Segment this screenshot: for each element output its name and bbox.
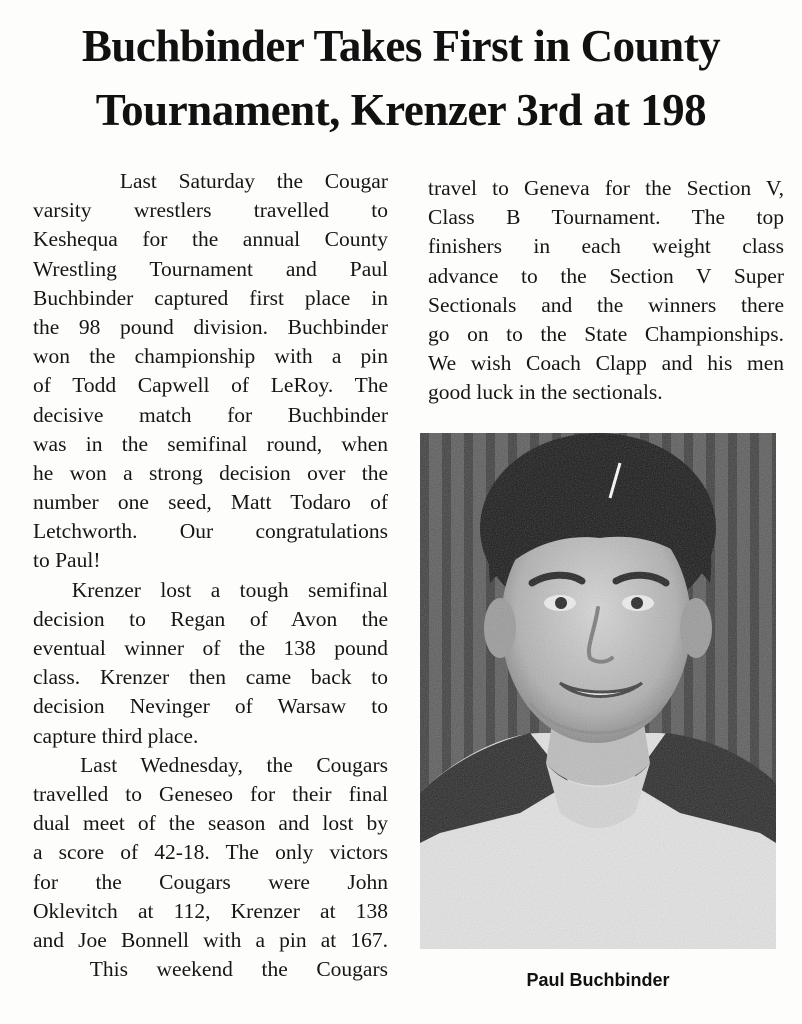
article-text-line: the 98 pound division. Buchbinder bbox=[33, 314, 388, 339]
article-text-line: go on to the State Championships. bbox=[428, 321, 784, 346]
article-text-line: Last Wednesday, the Cougars bbox=[33, 752, 388, 777]
article-text-line: to Paul! bbox=[33, 548, 101, 573]
article-text-line: eventual winner of the 138 pound bbox=[33, 636, 388, 660]
article-text-line: he won a strong decision over the bbox=[33, 460, 388, 485]
headline-line-2: Tournament, Krenzer 3rd at 198 bbox=[95, 85, 707, 135]
article-text-line: Keshequa for the annual County bbox=[33, 227, 388, 252]
article-text-line: for the Cougars were John bbox=[33, 869, 388, 894]
article-text-line: won the championship with a pin bbox=[33, 344, 388, 369]
article-text-line: Sectionals and the winners there bbox=[428, 292, 784, 317]
article-text-line: and Joe Bonnell with a pin at 167. bbox=[33, 927, 388, 952]
article-text-line: travelled to Geneseo for their final bbox=[33, 781, 388, 806]
portrait-photo bbox=[420, 433, 776, 949]
article-text-line: advance to the Section V Super bbox=[428, 263, 784, 288]
article-text-line: class. Krenzer then came back to bbox=[33, 665, 388, 690]
article-text-line: capture third place. bbox=[33, 723, 199, 748]
portrait-image bbox=[420, 433, 776, 949]
article-text-line: a score of 42-18. The only victors bbox=[33, 840, 388, 865]
article-headline bbox=[14, 14, 788, 142]
article-text-line: dual meet of the season and lost by bbox=[33, 811, 388, 836]
article-text-line: Class B Tournament. The top bbox=[428, 205, 784, 230]
article-text-line: Buchbinder captured first place in bbox=[33, 285, 388, 310]
article-text-line: This weekend the Cougars bbox=[33, 957, 388, 982]
article-text-line: Oklevitch at 112, Krenzer at 138 bbox=[33, 898, 388, 923]
article-text-line: travel to Geneva for the Section V, bbox=[428, 176, 784, 200]
article-text-line: Wrestling Tournament and Paul bbox=[33, 256, 388, 281]
article-text-line: decision to Regan of Avon the bbox=[33, 606, 388, 631]
article-text-line: was in the semifinal round, when bbox=[33, 431, 388, 456]
article-text-line: number one seed, Matt Todaro of bbox=[33, 490, 388, 515]
article-text-line: varsity wrestlers travelled to bbox=[33, 198, 388, 223]
article-text-line: Letchworth. Our congratulations bbox=[33, 519, 388, 544]
article-text-line: We wish Coach Clapp and his men bbox=[428, 351, 784, 376]
article-body-left-column bbox=[33, 167, 388, 984]
article-text-line: good luck in the sectionals. bbox=[428, 380, 663, 405]
article-body-right-column bbox=[428, 174, 784, 408]
article-text-line: Last Saturday the Cougar bbox=[33, 169, 388, 193]
article-text-line: finishers in each weight class bbox=[428, 234, 784, 259]
photo-caption: Paul Buchbinder bbox=[526, 970, 670, 990]
article-text-line: decisive match for Buchbinder bbox=[33, 402, 388, 427]
article-text-line: of Todd Capwell of LeRoy. The bbox=[33, 373, 388, 398]
headline-line-1: Buchbinder Takes First in County bbox=[81, 21, 721, 71]
article-text-line: decision Nevinger of Warsaw to bbox=[33, 694, 388, 719]
article-text-line: Krenzer lost a tough semifinal bbox=[33, 577, 388, 602]
